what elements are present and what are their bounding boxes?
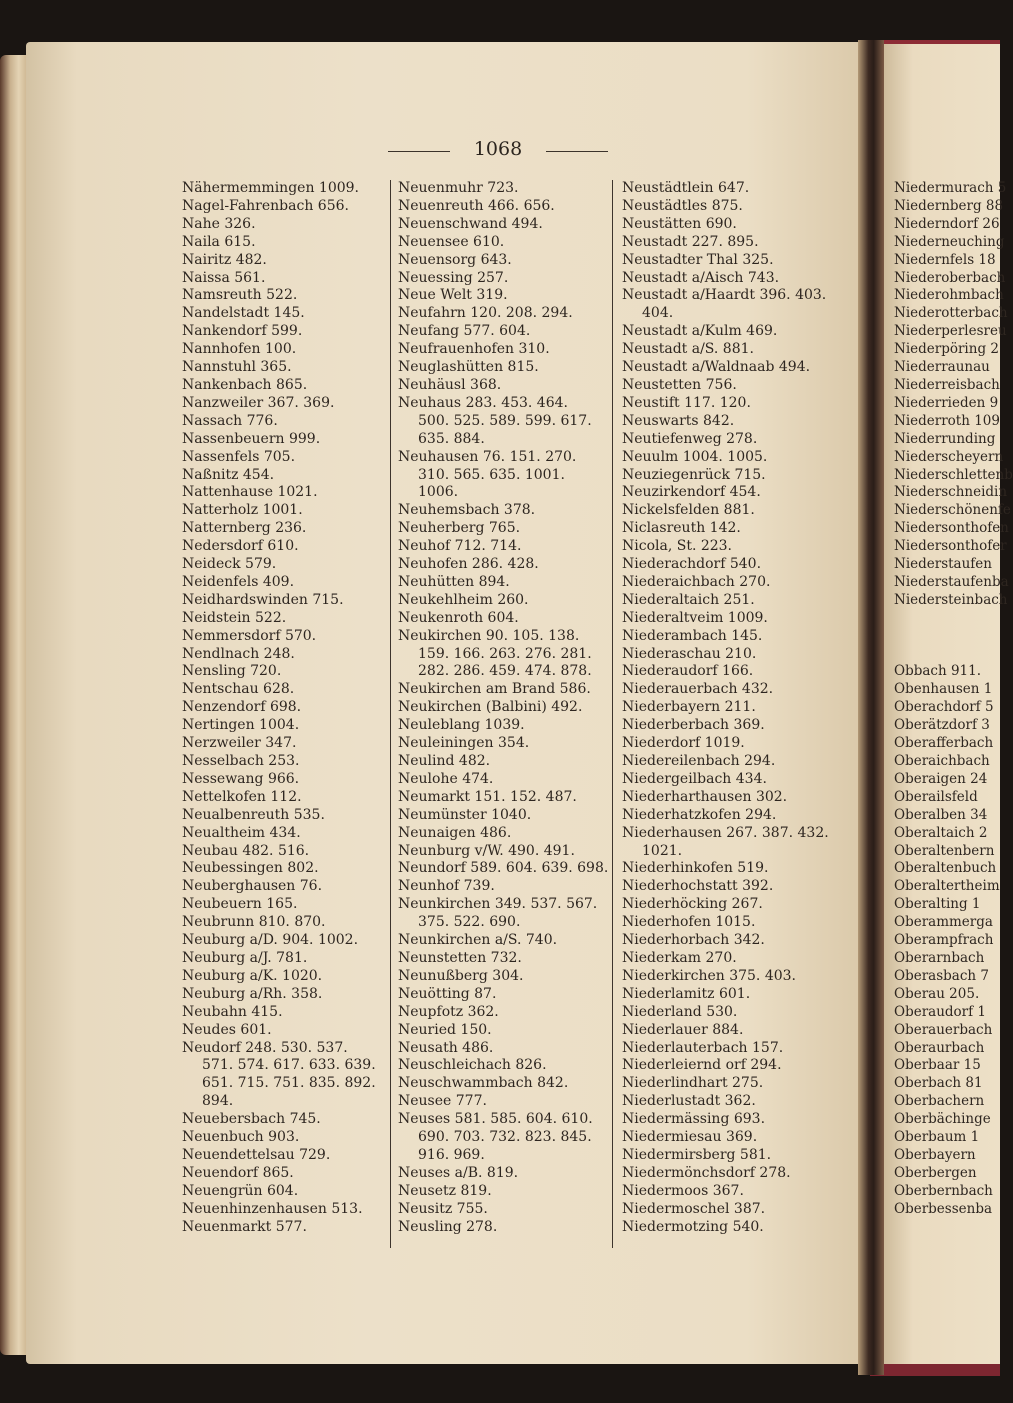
index-entry: Niedermotzing 540.	[622, 1218, 764, 1235]
index-entry: Oberaltertheim	[894, 878, 1000, 895]
index-entry: Neuenmuhr 723.	[398, 180, 519, 196]
index-entry: Neunaigen 486.	[398, 824, 512, 841]
index-entry: Niederroth 109	[894, 412, 1000, 429]
index-entry: Neukehlheim 260.	[398, 591, 529, 608]
index-entry: Niederkirchen 375. 403.	[622, 967, 797, 984]
index-entry: Niederlauer 884.	[622, 1021, 744, 1038]
index-entry: Neumünster 1040.	[398, 806, 532, 823]
index-entry: Oberbernbach	[894, 1182, 993, 1199]
index-entry: Neukirchen am Brand 586.	[398, 681, 591, 698]
index-entry: Niedermoschel 387.	[622, 1200, 766, 1217]
index-entry: Neidenfels 409.	[182, 573, 295, 590]
index-entry: Neunstetten 732.	[398, 949, 522, 966]
index-entry: Oberbachern	[894, 1093, 985, 1110]
index-entry-continuation: 1021.	[642, 842, 683, 859]
index-entry: Niedermurach 5	[894, 180, 1007, 196]
index-entry: Neuendorf 865.	[182, 1164, 294, 1181]
index-entry: Neustadt a/Aisch 743.	[622, 269, 780, 286]
index-entry	[894, 646, 1000, 664]
index-entry: Obbach 911.	[894, 663, 982, 680]
index-entry: Oberampfrach	[894, 932, 994, 949]
index-entry: Niedernberg 88	[894, 197, 1004, 214]
column-divider	[390, 180, 391, 1248]
index-entry: Neuebersbach 745.	[182, 1111, 321, 1128]
index-entry: Neudes 601.	[182, 1021, 272, 1038]
index-entry: Oberailsfeld	[894, 788, 978, 805]
index-entry: Neuberghausen 76.	[182, 878, 323, 895]
index-entry: Neustadter Thal 325.	[622, 251, 774, 268]
index-entry: Niedereilenbach 294.	[622, 753, 776, 769]
index-entry-continuation: 1006.	[418, 484, 459, 501]
index-entry: Oberaudorf 1	[894, 1003, 986, 1020]
index-entry: Niedermässing 693.	[622, 1111, 766, 1128]
index-entry: Nickelsfelden 881.	[622, 502, 755, 519]
index-entry: Nenzendorf 698.	[182, 699, 302, 716]
index-entry: Neuschleichach 826.	[398, 1057, 547, 1074]
index-entry: Neuhaus 283. 453. 464.	[398, 394, 568, 411]
index-entry: Neustadt a/Kulm 469.	[622, 323, 778, 340]
index-entry: Neupfotz 362.	[398, 1003, 499, 1020]
index-entry: Neukirchen 90. 105. 138.	[398, 627, 580, 644]
index-entry: Nannstuhl 365.	[182, 359, 292, 376]
index-entry: Nicola, St. 223.	[622, 538, 733, 555]
index-entry: Nendlnach 248.	[182, 645, 295, 662]
index-entry: Neustetten 756.	[622, 376, 737, 393]
index-entry: Nandelstadt 145.	[182, 305, 305, 322]
index-entry: Neuburg a/K. 1020.	[182, 967, 323, 984]
index-entry: Niederstaufen	[894, 556, 992, 573]
index-entry: Neuenhinzenhausen 513.	[182, 1200, 363, 1217]
index-entry: Niedermoos 367.	[622, 1182, 744, 1199]
index-entry: Neuendettelsau 729.	[182, 1146, 331, 1163]
index-entry-continuation: 635. 884.	[418, 430, 485, 447]
index-entry-continuation: 282. 286. 459. 474. 878.	[418, 663, 592, 680]
index-entry: Niederrieden 9	[894, 394, 999, 411]
index-entry: Oberbayern	[894, 1146, 976, 1163]
index-entry: Neideck 579.	[182, 556, 277, 573]
index-entry: Neustadt a/S. 881.	[622, 341, 754, 358]
index-entry: Niederreisbach	[894, 376, 1000, 393]
index-entry: Nagel-Fahrenbach 656.	[182, 197, 349, 214]
index-entry: Neuses a/B. 819.	[398, 1164, 519, 1181]
index-entry: Neusath 486.	[398, 1039, 494, 1056]
index-entry: Neudorf 248. 530. 537.	[182, 1039, 348, 1056]
index-entry: Neuötting 87.	[398, 985, 497, 1002]
index-entry: Oberalben 34	[894, 806, 988, 823]
index-column-1	[182, 180, 387, 1236]
index-entry-continuation: 916. 969.	[418, 1146, 485, 1163]
index-entry: Oberaltaich 2	[894, 824, 988, 841]
index-entry: Nassenfels 705.	[182, 448, 296, 465]
index-entry: Neuschwammbach 842.	[398, 1075, 569, 1092]
index-entry: Neulohe 474.	[398, 770, 494, 787]
index-entry: Neuessing 257.	[398, 269, 509, 286]
index-entry: Nerzweiler 347.	[182, 735, 297, 752]
index-entry-continuation: 375. 522. 690.	[418, 914, 521, 931]
index-entry: Oberarnbach	[894, 949, 985, 966]
index-entry: Neustädtles 875.	[622, 197, 743, 214]
index-entry: Oberau 205.	[894, 985, 980, 1002]
index-entry: Oberaigen 24	[894, 770, 988, 787]
index-entry: Niedermönchsdorf 278.	[622, 1164, 791, 1181]
index-entry: Neutiefenweg 278.	[622, 430, 758, 447]
index-entry: Neubau 482. 516.	[182, 842, 310, 859]
index-entry: Oberauerbach	[894, 1021, 993, 1038]
index-entry: Neue Welt 319.	[398, 287, 508, 304]
index-entry: Niederlauterbach 157.	[622, 1039, 784, 1056]
index-entry: Neufang 577. 604.	[398, 323, 531, 340]
index-entry: Naßnitz 454.	[182, 466, 275, 483]
index-entry: Neualbenreuth 535.	[182, 806, 325, 823]
index-entry: Neustift 117. 120.	[622, 394, 751, 411]
index-entry: Oberalting 1	[894, 896, 981, 913]
index-entry: Niedersonthofer	[894, 538, 1007, 555]
index-entry: Natterholz 1001.	[182, 502, 303, 519]
index-entry: Oberbaum 1	[894, 1129, 980, 1146]
index-entry: Niederaudorf 166.	[622, 663, 754, 680]
column-divider	[612, 180, 613, 1248]
index-entry: Niederbayern 211.	[622, 699, 756, 716]
index-entry: Niederaltveim 1009.	[622, 609, 768, 626]
index-entry-continuation: 404.	[642, 305, 674, 322]
index-entry: Niederland 530.	[622, 1003, 738, 1020]
index-entry: Niederhöcking 267.	[622, 896, 763, 913]
index-entry: Nattenhause 1021.	[182, 484, 318, 501]
index-entry: Niederaichbach 270.	[622, 573, 771, 590]
index-entry: Niederlindhart 275.	[622, 1075, 764, 1092]
index-entry: Oberaichbach	[894, 753, 990, 769]
index-entry: Neuzirkendorf 454.	[622, 484, 761, 501]
index-entry: Neubahn 415.	[182, 1003, 283, 1020]
index-entry: Namsreuth 522.	[182, 287, 298, 304]
index-entry: Niederhatzkofen 294.	[622, 806, 777, 823]
index-entry: Neuhof 712. 714.	[398, 538, 522, 555]
index-entry: Neunußberg 304.	[398, 967, 524, 984]
index-entry: Nannhofen 100.	[182, 341, 297, 358]
index-entry: Neuburg a/D. 904. 1002.	[182, 932, 359, 949]
index-entry: Niedernfels 18	[894, 251, 996, 268]
index-entry: Neumarkt 151. 152. 487.	[398, 788, 577, 805]
index-entry: Neusee 777.	[398, 1093, 487, 1110]
index-entry: Niederoberbach	[894, 269, 1006, 286]
index-entry	[894, 610, 1000, 628]
index-entry: Niederauerbach 432.	[622, 681, 774, 698]
index-entry: Neuleiningen 354.	[398, 735, 530, 752]
index-entry: Oberaurbach	[894, 1039, 985, 1056]
index-entry: Nemmersdorf 570.	[182, 627, 317, 644]
index-entry: Oberbaar 15	[894, 1057, 981, 1074]
index-entry: Niederlamitz 601.	[622, 985, 751, 1002]
index-entry: Niederohmbach	[894, 287, 1004, 304]
index-entry: Niederhausen 267. 387. 432.	[622, 824, 829, 841]
index-entry: Niederhorbach 342.	[622, 932, 765, 949]
index-entry: Niederhochstatt 392.	[622, 878, 774, 895]
index-entry: Neidstein 522.	[182, 609, 287, 626]
index-entry: Natternberg 236.	[182, 520, 307, 537]
index-entry: Nertingen 1004.	[182, 717, 300, 734]
index-entry: Oberbächinge	[894, 1111, 991, 1128]
index-entry: Neubeuern 165.	[182, 896, 298, 913]
index-entry: Neuengrün 604.	[182, 1182, 299, 1199]
header-rule-right	[546, 151, 608, 152]
index-entry: Nensling 720.	[182, 663, 282, 680]
index-entry: Nentschau 628.	[182, 681, 295, 698]
index-entry: Neuried 150.	[398, 1021, 492, 1038]
index-entry: Niedermirsberg 581.	[622, 1146, 772, 1163]
index-entry: Neufrauenhofen 310.	[398, 341, 550, 358]
index-column-2	[398, 180, 609, 1236]
index-entry: Nedersdorf 610.	[182, 538, 299, 555]
index-entry: Neubrunn 810. 870.	[182, 914, 326, 931]
index-entry: Niederschlettenb	[894, 466, 1013, 483]
book-gutter	[858, 40, 884, 1375]
index-entry: Nassenbeuern 999.	[182, 430, 321, 447]
index-entry: Nankenbach 865.	[182, 376, 308, 393]
index-entry: Neulind 482.	[398, 753, 491, 769]
index-entry: Neustadt a/Haardt 396. 403.	[622, 287, 827, 304]
index-entry: Neuburg a/Rh. 358.	[182, 985, 323, 1002]
index-entry: Nähermemmingen 1009.	[182, 180, 359, 196]
index-entry: Niederaltaich 251.	[622, 591, 755, 608]
index-entry: Niedermiesau 369.	[622, 1129, 758, 1146]
index-entry: Neualtheim 434.	[182, 824, 301, 841]
index-entry: Niederscheyern	[894, 448, 1004, 465]
index-entry-continuation: 651. 715. 751. 835. 892.	[202, 1075, 376, 1092]
index-entry-continuation: 894.	[202, 1093, 234, 1110]
index-entry: Oberbessenba	[894, 1200, 993, 1217]
index-entry: Niederhofen 1015.	[622, 914, 756, 931]
index-entry: Niederschönenfe	[894, 502, 1011, 519]
index-entry: Neuhütten 894.	[398, 573, 510, 590]
index-entry-continuation: 159. 166. 263. 276. 281.	[418, 645, 592, 662]
index-column-3	[622, 180, 832, 1236]
index-entry: Obenhausen 1	[894, 681, 993, 698]
index-entry: Neustätten 690.	[622, 215, 737, 232]
index-entry: Niederberbach 369.	[622, 717, 765, 734]
index-entry: Neidhardswinden 715.	[182, 591, 344, 608]
index-entry: Niederachdorf 540.	[622, 556, 762, 573]
index-entry: Neunkirchen 349. 537. 567.	[398, 896, 598, 913]
index-entry: Neunburg v/W. 490. 491.	[398, 842, 575, 859]
index-entry: Niederaschau 210.	[622, 645, 757, 662]
page-header	[388, 136, 608, 166]
index-entry: Niederrunding	[894, 430, 996, 447]
index-entry: Nankendorf 599.	[182, 323, 303, 340]
index-entry: Niederneuching	[894, 233, 1005, 250]
index-entry: Neuburg a/J. 781.	[182, 949, 308, 966]
index-entry: Neusling 278.	[398, 1218, 498, 1235]
index-entry: Oberaltenbuch	[894, 860, 997, 877]
index-entry: Niederlustadt 362.	[622, 1093, 756, 1110]
index-entry: Niederndorf 26	[894, 215, 1000, 232]
index-entry: Neuenreuth 466. 656.	[398, 197, 555, 214]
index-entry: Neuulm 1004. 1005.	[622, 448, 768, 465]
index-entry: Niedersteinbach	[894, 591, 1008, 608]
index-entry: Neunkirchen a/S. 740.	[398, 932, 558, 949]
index-entry: Naissa 561.	[182, 269, 266, 286]
index-entry: Niederleiernd orf 294.	[622, 1057, 782, 1074]
index-entry: Neuleblang 1039.	[398, 717, 525, 734]
index-entry: Nassach 776.	[182, 412, 278, 429]
index-entry: Oberbergen	[894, 1164, 977, 1181]
index-entry: Nairitz 482.	[182, 251, 267, 268]
index-entry: Niederschneidin	[894, 484, 1008, 501]
index-entry: Niedersonthofen	[894, 520, 1009, 537]
index-entry: Nanzweiler 367. 369.	[182, 394, 335, 411]
index-entry: Niederhinkofen 519.	[622, 860, 769, 877]
index-entry: Niederperlesreu	[894, 323, 1007, 340]
index-entry: Neufahrn 120. 208. 294.	[398, 305, 573, 322]
index-entry: Neuenbuch 903.	[182, 1129, 300, 1146]
index-entry: Neusitz 755.	[398, 1200, 488, 1217]
index-entry: Neuensorg 643.	[398, 251, 512, 268]
index-entry: Niederpöring 2	[894, 341, 999, 358]
index-entry: Neuherberg 765.	[398, 520, 521, 537]
index-entry: Niederotterbach	[894, 305, 1008, 322]
index-entry: Nessewang 966.	[182, 770, 300, 787]
index-entry: Neuziegenrück 715.	[622, 466, 766, 483]
index-entry: Neukenroth 604.	[398, 609, 519, 626]
index-entry: Oberbach 81	[894, 1075, 983, 1092]
index-entry: Neunhof 739.	[398, 878, 495, 895]
index-entry: Niclasreuth 142.	[622, 520, 741, 537]
index-entry: Nesselbach 253.	[182, 753, 300, 769]
index-entry: Oberätzdorf 3	[894, 717, 990, 734]
index-entry: Oberachdorf 5	[894, 699, 994, 716]
index-entry: Neuswarts 842.	[622, 412, 735, 429]
index-entry: Neustadt a/Waldnaab 494.	[622, 359, 811, 376]
index-entry: Oberasbach 7	[894, 967, 989, 984]
index-entry-continuation: 500. 525. 589. 599. 617.	[418, 412, 592, 429]
index-entry: Neuhausen 76. 151. 270.	[398, 448, 577, 465]
index-entry: Neuhofen 286. 428.	[398, 556, 539, 573]
index-entry-continuation: 571. 574. 617. 633. 639.	[202, 1057, 376, 1074]
index-entry: Oberammerga	[894, 914, 993, 931]
index-entry: Neuses 581. 585. 604. 610.	[398, 1111, 593, 1128]
index-entry: Neustadt 227. 895.	[622, 233, 759, 250]
index-entry: Neuenmarkt 577.	[182, 1218, 307, 1235]
index-entry: Niederambach 145.	[622, 627, 763, 644]
index-entry: Niederkam 270.	[622, 949, 737, 966]
index-entry: Naila 615.	[182, 233, 256, 250]
index-entry: Neuhäusl 368.	[398, 376, 502, 393]
index-entry: Neundorf 589. 604. 639. 698.	[398, 860, 609, 877]
index-entry: Niedergeilbach 434.	[622, 770, 767, 787]
index-entry	[894, 628, 1000, 646]
index-entry: Neuenschwand 494.	[398, 215, 543, 232]
index-entry: Oberafferbach	[894, 735, 994, 752]
index-entry: Neusetz 819.	[398, 1182, 492, 1199]
index-entry: Neukirchen (Balbini) 492.	[398, 699, 583, 716]
index-entry: Neuensee 610.	[398, 233, 505, 250]
index-column-right-page	[894, 180, 1013, 1219]
index-entry: Neustädtlein 647.	[622, 180, 750, 196]
index-entry: Oberaltenbern	[894, 842, 995, 859]
index-entry: Nettelkofen 112.	[182, 788, 302, 805]
index-entry-continuation: 310. 565. 635. 1001.	[418, 466, 565, 483]
index-entry: Niederraunau	[894, 359, 990, 376]
index-entry-continuation: 690. 703. 732. 823. 845.	[418, 1129, 592, 1146]
index-entry: Niederstaufenba	[894, 573, 1009, 590]
index-entry: Niederharthausen 302.	[622, 788, 788, 805]
index-entry: Niederdorf 1019.	[622, 735, 745, 752]
index-entry: Neuhemsbach 378.	[398, 502, 536, 519]
index-entry: Neuglashütten 815.	[398, 359, 539, 376]
index-entry: Nahe 326.	[182, 215, 256, 232]
index-entry: Neubessingen 802.	[182, 860, 319, 877]
page-number: 1068	[473, 138, 523, 160]
